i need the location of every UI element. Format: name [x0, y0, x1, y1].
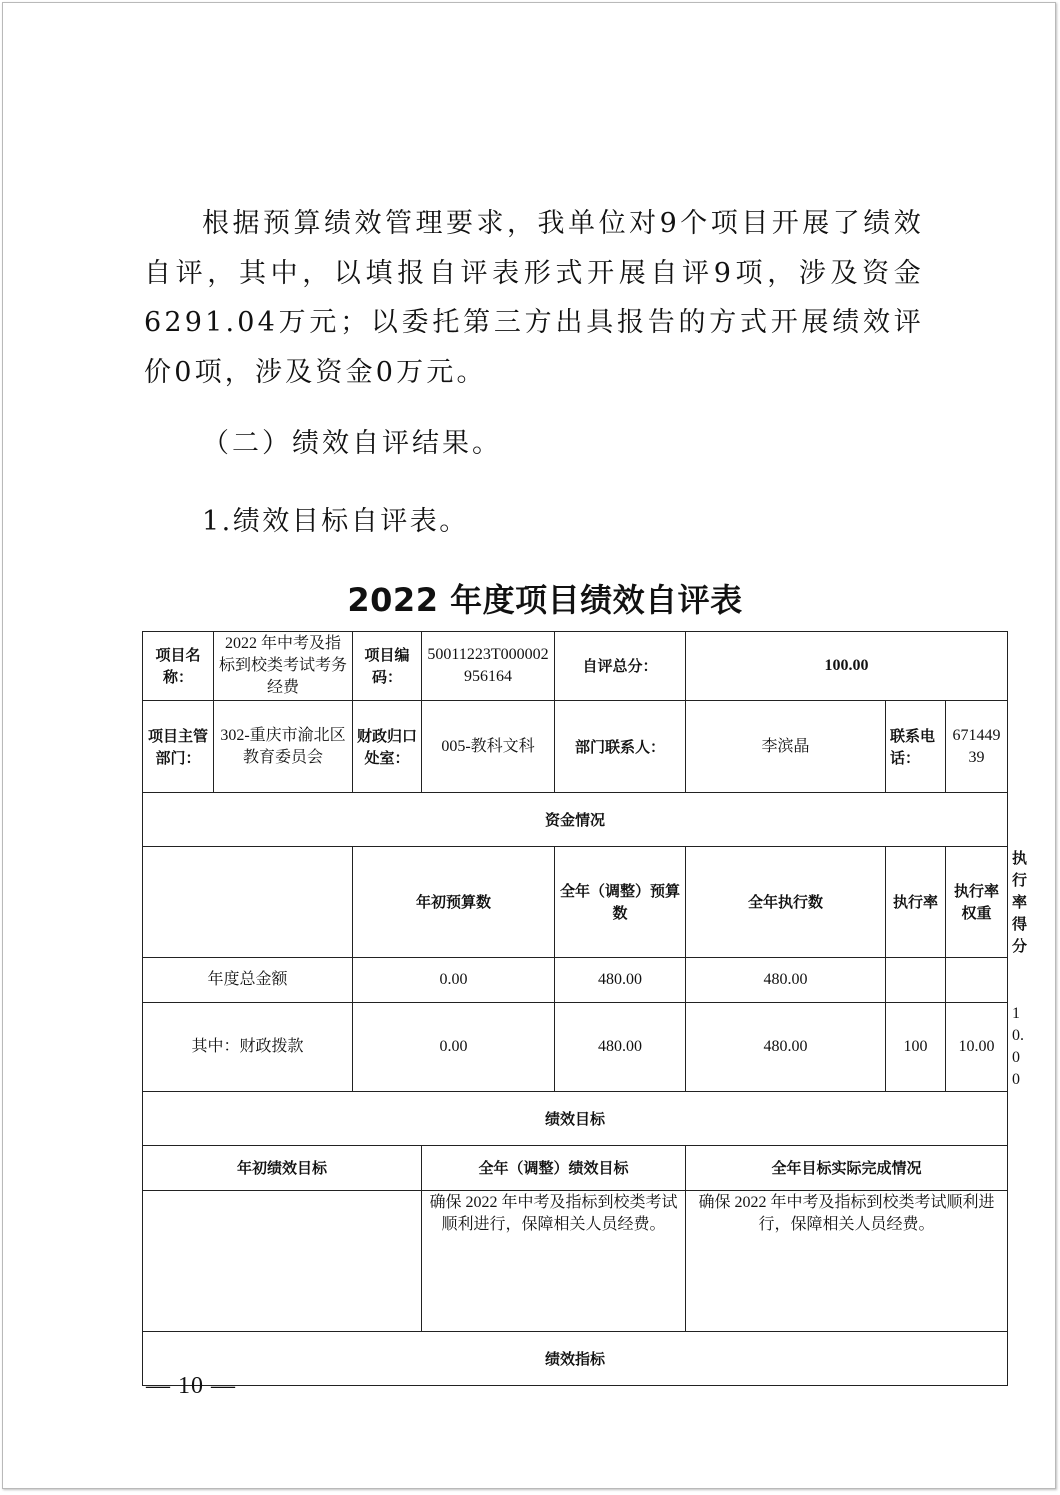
funds-section-header: 资金情况	[143, 793, 1008, 847]
funds-row-initial: 0.00	[353, 958, 555, 1003]
dept-value: 302-重庆市渝北区教育委员会	[214, 701, 353, 793]
table-title: 2022 年度项目绩效自评表	[347, 581, 743, 619]
funds-row-weight	[946, 958, 1008, 1003]
project-name-value: 2022 年中考及指标到校类考试考务经费	[214, 632, 353, 701]
goals-initial-value	[143, 1191, 422, 1332]
dept-label: 项目主管部门：	[143, 701, 214, 793]
section-heading: （二）绩效自评结果。	[202, 428, 502, 459]
sub-heading: 1.绩效目标自评表。	[202, 506, 469, 537]
contact-value: 李滨晶	[686, 701, 886, 793]
funds-row-executed: 480.00	[686, 1003, 886, 1092]
contact-label: 部门联系人：	[555, 701, 686, 793]
table-row	[143, 793, 1008, 847]
funds-row-initial: 0.00	[353, 1003, 555, 1092]
funds-header-blank	[143, 847, 353, 958]
document-page	[2, 2, 1056, 1489]
goals-section-header: 绩效目标	[143, 1092, 1008, 1146]
funds-header-rate: 执行率	[886, 847, 946, 958]
self-score-value: 100.00	[686, 632, 1008, 701]
funds-row-adjusted: 480.00	[555, 958, 686, 1003]
funds-row-rate	[886, 958, 946, 1003]
goals-actual-value: 确保 2022 年中考及指标到校类考试顺利进行，保障相关人员经费。	[686, 1191, 1008, 1332]
table-row	[143, 1092, 1008, 1146]
table-row	[143, 1146, 1008, 1191]
goals-header-adjusted: 全年（调整）绩效目标	[422, 1146, 686, 1191]
funds-header-initial: 年初预算数	[353, 847, 555, 958]
page-number: — 10 —	[146, 1373, 236, 1399]
funds-row-rate: 100	[886, 1003, 946, 1092]
project-code-label: 项目编码：	[353, 632, 422, 701]
table-row	[143, 1191, 1008, 1332]
funds-row-weight: 10.00	[946, 1003, 1008, 1092]
table-row: 年初预算数 全年（调整）预算数 全年执行数 执行率 执行率权重 执行率得分	[143, 847, 1008, 958]
finance-office-label: 财政归口处室：	[353, 701, 422, 793]
funds-header-adjusted: 全年（调整）预算数	[555, 847, 686, 958]
phone-value: 67144939	[946, 701, 1008, 793]
funds-header-weight: 执行率权重	[946, 847, 1008, 958]
funds-header-executed: 全年执行数	[686, 847, 886, 958]
finance-office-value: 005-教科文科	[422, 701, 555, 793]
table-row	[143, 1332, 1008, 1386]
phone-label: 联系电话：	[886, 701, 946, 793]
self-score-label: 自评总分：	[555, 632, 686, 701]
intro-paragraph: 根据预算绩效管理要求，我单位对9个项目开展了绩效自评，其中，以填报自评表形式开展自评9项，涉及资金6291.04万元；以委托第三方出具报告的方式开展绩效评价0项，涉及资金0万元。	[144, 208, 924, 388]
goals-adjusted-value: 确保 2022 年中考及指标到校类考试顺利进行，保障相关人员经费。	[422, 1191, 686, 1332]
table-row	[143, 958, 1008, 1003]
self-evaluation-table	[142, 631, 1028, 1386]
funds-row-label: 其中：财政拨款	[143, 1003, 353, 1092]
indicators-section-header: 绩效指标	[143, 1332, 1008, 1386]
funds-row-executed: 480.00	[686, 958, 886, 1003]
funds-row-label: 年度总金额	[143, 958, 353, 1003]
project-name-label: 项目名称：	[143, 632, 214, 701]
funds-row-adjusted: 480.00	[555, 1003, 686, 1092]
goals-header-actual: 全年目标实际完成情况	[686, 1146, 1008, 1191]
project-code-value: 50011223T000002956164	[422, 632, 555, 701]
goals-header-initial: 年初绩效目标	[143, 1146, 422, 1191]
table-row	[143, 632, 1008, 701]
table-row: 其中：财政拨款 0.00 480.00 480.00 100 10.00 10.00	[143, 1003, 1008, 1092]
table-row	[143, 701, 1008, 793]
